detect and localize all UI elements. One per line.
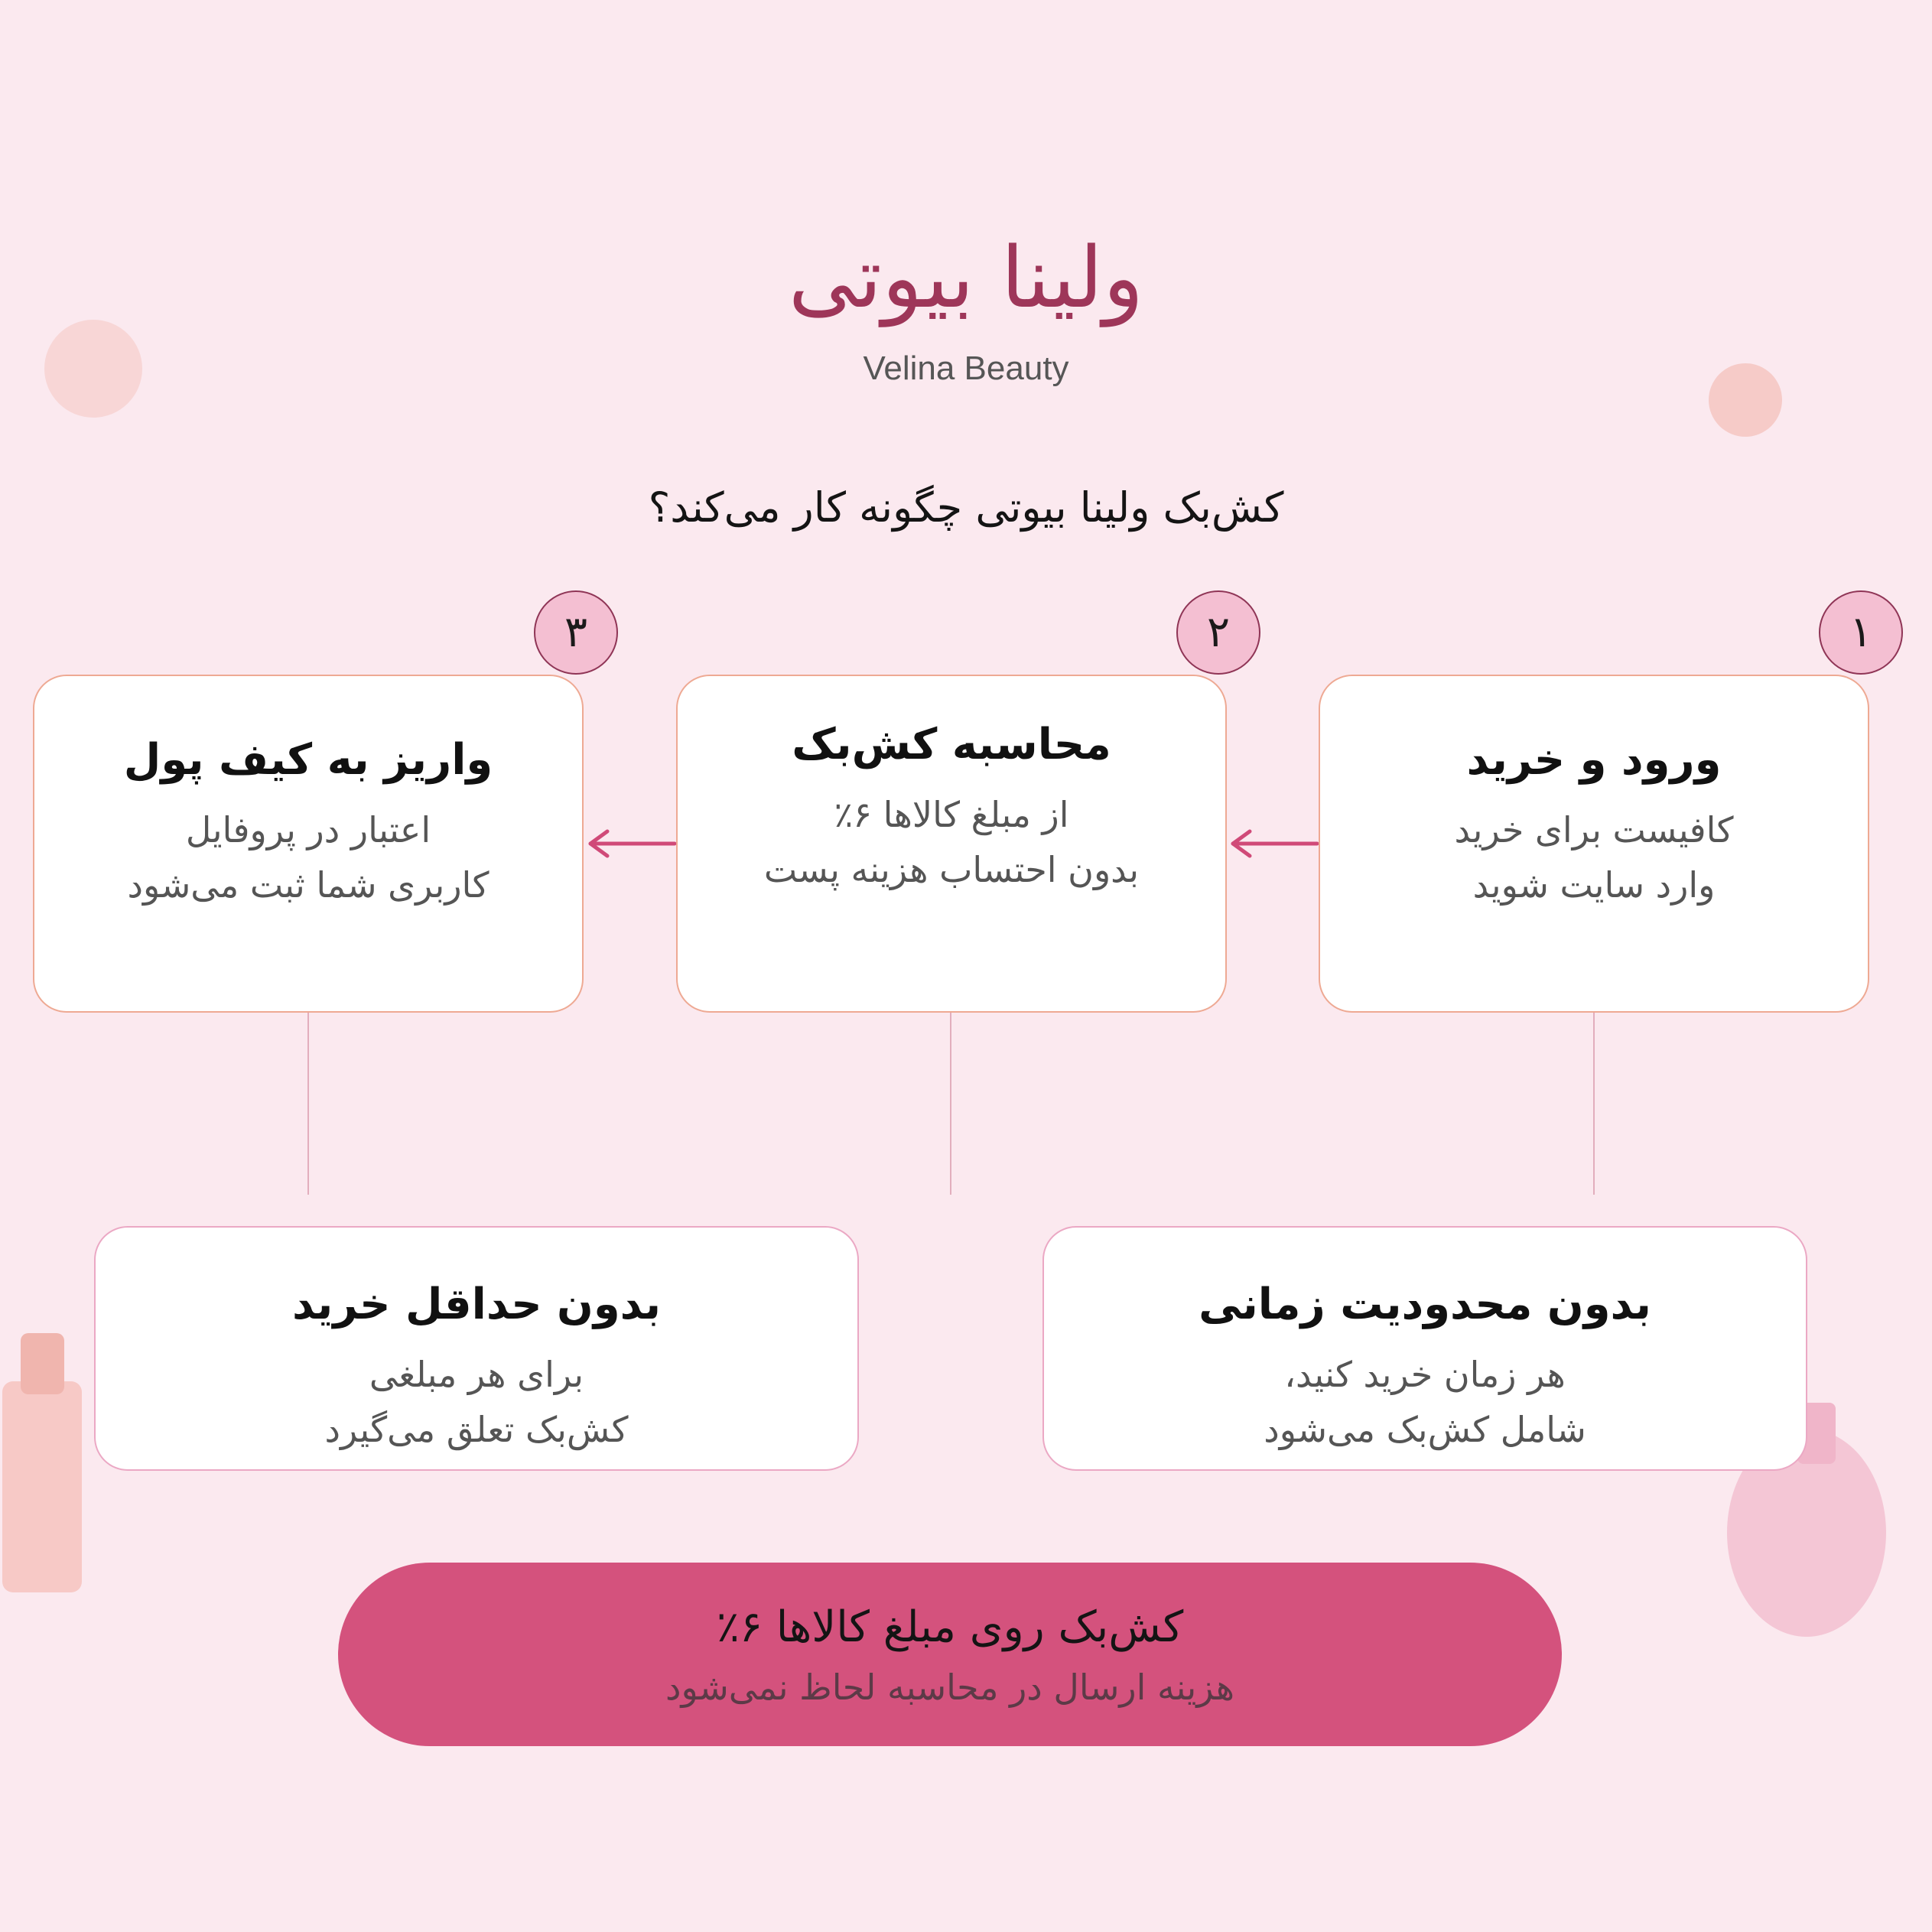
step-title: ورود و خرید [1466,735,1722,785]
feature-line: برای هر مبلغی [369,1354,584,1395]
step-line: بدون احتساب هزینه پست [763,849,1140,890]
step-card-cashback-calc [676,675,1227,1013]
feature-line: هر زمان خرید کنید، [1284,1354,1566,1395]
feature-title: بدون محدودیت زمانی [1199,1280,1651,1329]
step-title: محاسبه کش‌بک [792,720,1111,769]
step-card-login-purchase [1319,675,1869,1013]
brand-title: ولینا بیوتی [788,229,1144,327]
left-arrow-icon [590,831,675,856]
feature-card-no-minimum [94,1226,859,1471]
summary-title: کش‌بک روی مبلغ کالاها ۶٪ [716,1602,1184,1652]
step-line: از مبلغ کالاها ۶٪ [834,794,1069,835]
step-line: اعتبار در پروفایل [185,809,431,851]
summary-subtitle: هزینه ارسال در محاسبه لحاظ نمی‌شود [665,1667,1234,1708]
step-number-badge: ۱ [1819,590,1903,675]
brand-subtitle: Velina Beauty [863,350,1069,387]
feature-card-no-time-limit [1042,1226,1807,1471]
feature-line: کش‌بک تعلق می‌گیرد [324,1409,629,1450]
step-number-badge: ۳ [534,590,618,675]
feature-title: بدون حداقل خرید [291,1280,662,1329]
step-card-wallet-deposit [33,675,584,1013]
feature-line: شامل کش‌بک می‌شود [1264,1409,1586,1450]
step-line: کاربری شما ثبت می‌شود [127,864,490,906]
step-title: واریز به کیف پول [123,735,493,785]
summary-banner [338,1563,1562,1746]
step-line: وارد سایت شوید [1472,864,1716,906]
section-question: کش‌بک ولینا بیوتی چگونه کار می‌کند؟ [648,483,1284,532]
step-number-badge: ۲ [1176,590,1260,675]
step-line: کافیست برای خرید [1454,809,1734,851]
left-arrow-icon [1233,831,1317,856]
